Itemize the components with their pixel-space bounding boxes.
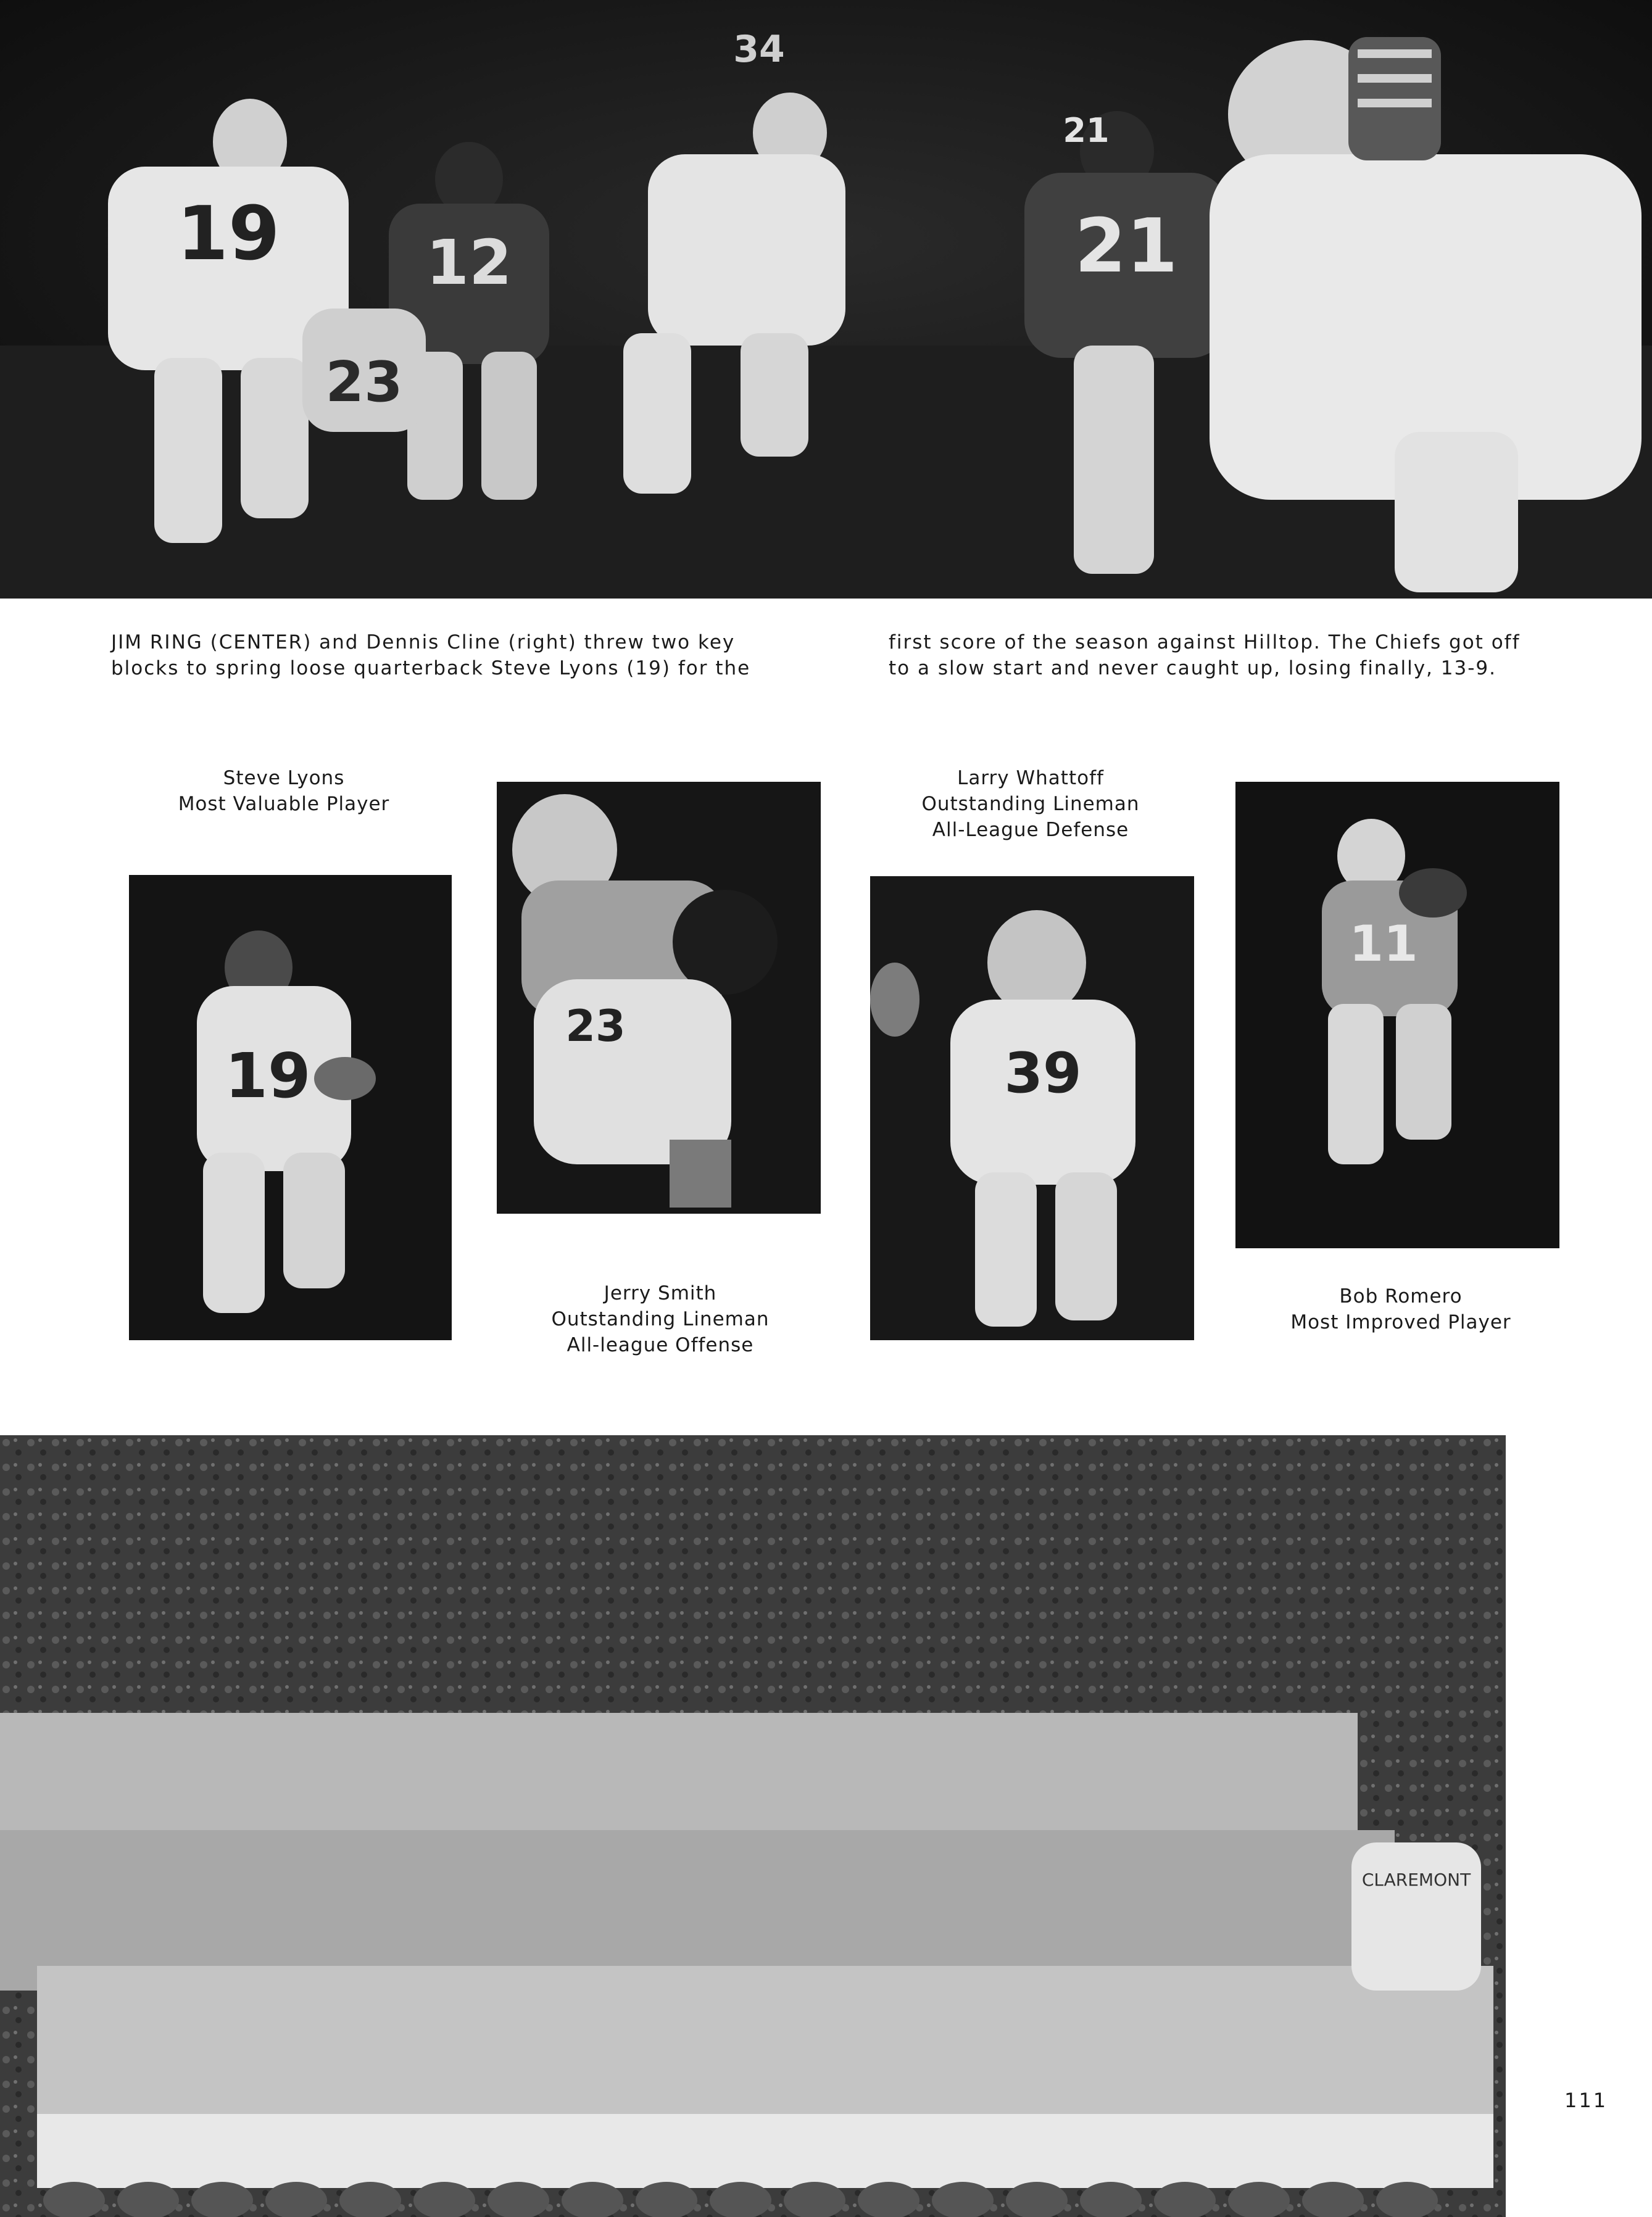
award-name: Larry Whattoff: [957, 767, 1104, 789]
award-title: Most Valuable Player: [178, 793, 390, 815]
coach-sweatshirt: [1351, 1842, 1481, 1991]
referee: [1348, 37, 1441, 160]
award-label-steve-lyons: [117, 765, 450, 817]
jersey-number: 11: [1349, 915, 1418, 972]
caption-line: first score of the season against Hilltop. The Chiefs got off: [889, 631, 1521, 653]
award-title: Most Improved Player: [1290, 1311, 1511, 1333]
award-photo-steve-lyons: [129, 875, 452, 1340]
sweatshirt-text: CLAREMONT: [1361, 1870, 1471, 1890]
jersey-number: 23: [325, 350, 403, 415]
award-photo-bob-romero: [1235, 782, 1559, 1248]
award-photo-jerry-smith: [497, 782, 821, 1214]
helmet-number: 34: [733, 28, 785, 71]
award-title: All-League Defense: [932, 819, 1129, 841]
award-name: Jerry Smith: [604, 1282, 717, 1304]
team-row-front: [37, 1966, 1493, 2188]
award-title: Outstanding Lineman: [921, 793, 1140, 815]
jersey-number: 12: [426, 226, 512, 299]
award-label-bob-romero: [1234, 1283, 1567, 1335]
caption-line: JIM RING (CENTER) and Dennis Cline (right) threw two key: [111, 631, 736, 653]
action-photo: [0, 0, 1652, 599]
jersey-number: 39: [1004, 1041, 1082, 1106]
helmet-number: 21: [1063, 111, 1110, 150]
award-name: Steve Lyons: [223, 767, 345, 789]
award-label-jerry-smith: [494, 1280, 827, 1358]
caption-line: blocks to spring loose quarterback Steve Lyons (19) for the: [111, 657, 751, 679]
jersey-number: 23: [565, 1001, 626, 1051]
player-23-down: [302, 309, 426, 432]
page-number: 111: [1564, 2089, 1608, 2112]
award-photo-larry-whattoff: [870, 876, 1194, 1340]
photo-caption-left: [111, 629, 771, 681]
jersey-number: 19: [225, 1040, 311, 1112]
jersey-number: 21: [1074, 204, 1178, 289]
award-title: Outstanding Lineman: [551, 1308, 770, 1330]
award-name: Bob Romero: [1339, 1285, 1463, 1307]
jersey-number: 19: [176, 191, 280, 277]
award-title: All-league Offense: [567, 1334, 754, 1356]
award-label-larry-whattoff: [864, 765, 1197, 843]
team-photo: [0, 1435, 1506, 2217]
photo-caption-right: [889, 629, 1555, 681]
caption-line: to a slow start and never caught up, losing finally, 13-9.: [889, 657, 1496, 679]
